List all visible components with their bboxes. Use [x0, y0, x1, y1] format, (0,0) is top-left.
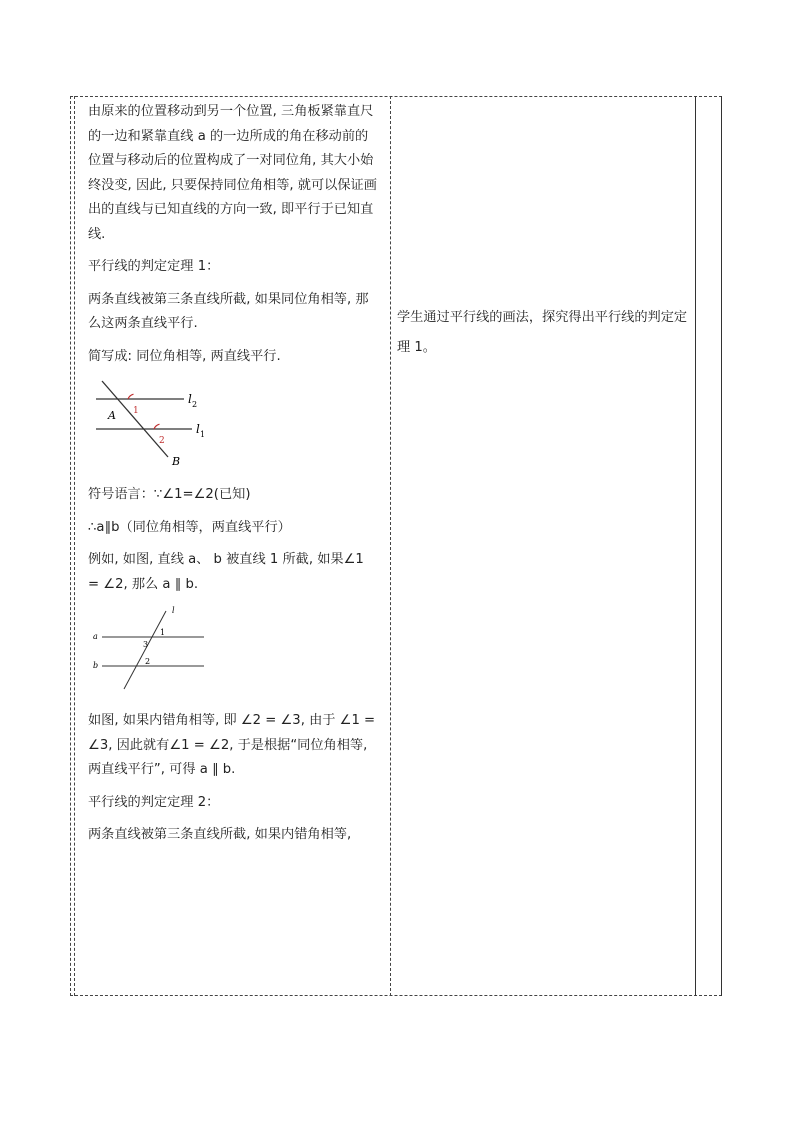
- student-activity-cell: [397, 303, 692, 363]
- symbolic-language-line2: ∴a∥b（同位角相等，两直线平行）: [88, 519, 291, 535]
- label-l1: l: [196, 422, 200, 436]
- label-B: B: [172, 455, 181, 468]
- label-l2: l: [188, 392, 192, 406]
- column-divider-2: [695, 96, 696, 996]
- angle2-label: 2: [159, 436, 165, 446]
- student-activity-note: 学生通过平行线的画法，探究得出平行线的判定定理 1。: [397, 310, 688, 355]
- table-top-border: [70, 96, 722, 97]
- line-l: [124, 611, 166, 689]
- angle2-arc: [154, 424, 160, 429]
- angles-figure-2: [88, 605, 218, 697]
- explanation-paragraph: 由原来的位置移动到另一个位置, 三角板紧靠直尺的一边和紧靠直线 a 的一边所成的角在移动前的位置与移动后的位置构成了一对同位角, 其大小始终没变, 因此, 只要保持同位角相等, 就可以保证画出的直线与已知直线的方向一致, 即平行于已知直线.: [88, 104, 377, 242]
- theorem1-title: 平行线的判定定理 1：: [88, 259, 220, 274]
- theorem2-statement: 两条直线被第三条直线所截, 如果内错角相等,: [88, 827, 352, 842]
- label-A: A: [108, 409, 116, 422]
- column-divider-1: [390, 96, 391, 996]
- angle2-label-fig2: 2: [145, 657, 151, 666]
- label-l2-subscript: 2: [192, 400, 198, 409]
- table-right-border: [721, 96, 722, 996]
- theorem2-title: 平行线的判定定理 2：: [88, 794, 220, 810]
- example-paragraph: 例如, 如图, 直线 a、 b 被直线 1 所截, 如果∠1 = ∠2, 那么 a ∥ b.: [88, 552, 364, 592]
- label-a: a: [93, 632, 98, 641]
- corresponding-angles-figure: [88, 377, 218, 469]
- theorem1-statement: 两条直线被第三条直线所截, 如果同位角相等, 那么这两条直线平行.: [88, 291, 369, 331]
- alternate-interior-paragraph: 如图, 如果内错角相等, 即 ∠2 = ∠3, 由于 ∠1 = ∠3, 因此就有∠1 = ∠2, 于是根据“同位角相等, 两直线平行”, 可得 a ∥ b.: [88, 713, 376, 777]
- angle1-label-fig2: 1: [160, 628, 166, 637]
- symbolic-language-line1: 符号语言：∵∠1=∠2(已知): [88, 487, 251, 502]
- table-left-border: [70, 96, 71, 996]
- label-b: b: [93, 661, 99, 670]
- short-form-statement: 简写成: 同位角相等, 两直线平行.: [88, 348, 281, 364]
- angle1-arc: [128, 394, 134, 399]
- angle3-label-fig2: 3: [143, 640, 149, 649]
- table-left-inner-border: [74, 96, 75, 996]
- angle1-label: 1: [133, 406, 139, 416]
- label-l: l: [172, 606, 175, 615]
- table-bottom-border: [70, 995, 722, 996]
- lesson-table: [70, 96, 722, 996]
- label-l1-subscript: 1: [200, 430, 206, 439]
- teaching-content-cell: [88, 100, 378, 856]
